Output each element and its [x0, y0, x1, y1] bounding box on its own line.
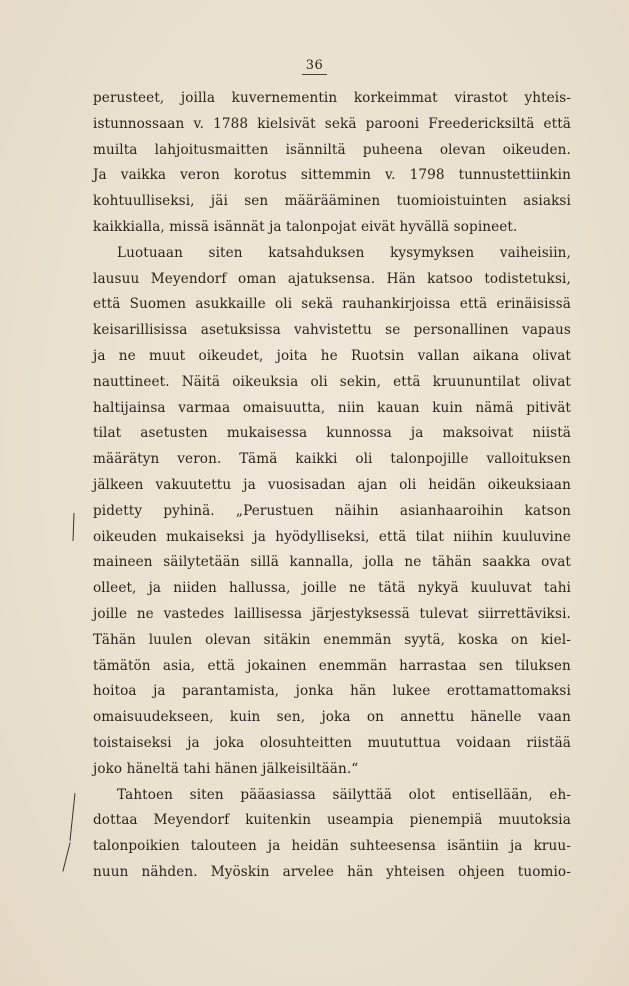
- text-line: perusteet, joilla kuvernementin korkeimmat virastot yhteis-: [93, 90, 571, 106]
- margin-pencil-mark: [62, 842, 70, 871]
- text-line: talonpoikien talouteen ja heidän suhteesensa isäntiin ja kruu-: [93, 838, 571, 855]
- text-line: omaisuudekseen, kuin sen, joka on annettu hänelle vaan: [93, 709, 571, 726]
- text-line: dottaa Meyendorf kuitenkin useampia pienempiä muutoksia: [93, 812, 571, 829]
- text-line: Luotuaan siten katsahduksen kysymyksen vaiheisiin,: [117, 244, 571, 261]
- text-line: Tähän luulen olevan sitäkin enemmän syytä, koska on kiel-: [93, 631, 571, 648]
- text-line: jälkeen vakuutettu ja vuosisadan ajan oli heidän oikeuksiaan: [93, 476, 571, 493]
- text-line: pidetty pyhinä. „Perustuen näihin asianhaaroihin katson: [93, 502, 571, 519]
- page-number: [0, 58, 629, 73]
- text-line: istunnossaan v. 1788 kielsivät sekä parooni Freedericksiltä että: [93, 115, 571, 132]
- text-line: että Suomen asukkaille oli sekä rauhankirjoissa että erinäisissä: [93, 296, 571, 313]
- text-line: tilat asetusten mukaisessa kunnossa ja maksoivat niistä: [93, 425, 571, 442]
- text-line: ja ne muut oikeudet, joita he Ruotsin vallan aikana olivat: [93, 347, 571, 364]
- text-line: Tahtoen siten pääasiassa säilyttää olot entisellään, eh-: [117, 786, 571, 803]
- text-line: Ja vaikka veron korotus sittemmin v. 1798 tunnustettiinkin: [93, 167, 571, 184]
- text-line: joille ne vastedes laillisessa järjestyksessä tulevat siirrettäviksi.: [93, 605, 571, 622]
- text-line: joko häneltä tahi hänen jälkeisiltään.“: [93, 760, 359, 777]
- body-text: [93, 86, 571, 886]
- text-line: hoitoa ja parantamista, jonka hän lukee erottamattomaksi: [93, 683, 571, 700]
- margin-pencil-mark: [69, 793, 75, 841]
- text-line: nauttineet. Näitä oikeuksia oli sekin, että kruununtilat olivat: [93, 373, 571, 390]
- text-line: kohtuulliseksi, jäi sen määrääminen tuomioistuinten asiaksi: [93, 193, 571, 210]
- margin-pencil-mark: [73, 513, 75, 541]
- text-line: tämätön asia, että jokainen enemmän harrastaa sen tiluksen: [93, 657, 571, 674]
- text-line: lausuu Meyendorf oman ajatuksensa. Hän katsoo todistetuksi,: [93, 270, 571, 287]
- text-line: oikeuden mukaiseksi ja hyödylliseksi, että tilat niihin kuuluvine: [93, 528, 571, 545]
- text-line: keisarillisissa asetuksissa vahvistettu se personallinen vapaus: [93, 322, 571, 339]
- text-line: toistaiseksi ja joka olosuhteitten muututtua voidaan riistää: [93, 734, 571, 751]
- text-line: muilta lahjoitusmaitten isänniltä puheena olevan oikeuden.: [93, 141, 571, 158]
- text-line: nuun nähden. Myöskin arvelee hän yhteisen ohjeen tuomio-: [93, 863, 571, 880]
- text-line: kaikkialla, missä isännät ja talonpojat eivät hyvällä sopineet.: [93, 218, 518, 235]
- text-line: maineen säilytetään sillä kannalla, jolla ne tähän saakka ovat: [93, 554, 571, 571]
- page-number-text: 36: [302, 58, 328, 75]
- text-line: määrätyn veron. Tämä kaikki oli talonpojille valloituksen: [93, 451, 571, 468]
- text-line: olleet, ja niiden hallussa, joille ne tätä nykyä kuuluvat tahi: [93, 580, 571, 597]
- text-line: haltijainsa varmaa omaisuutta, niin kauan kuin nämä pitivät: [93, 399, 571, 416]
